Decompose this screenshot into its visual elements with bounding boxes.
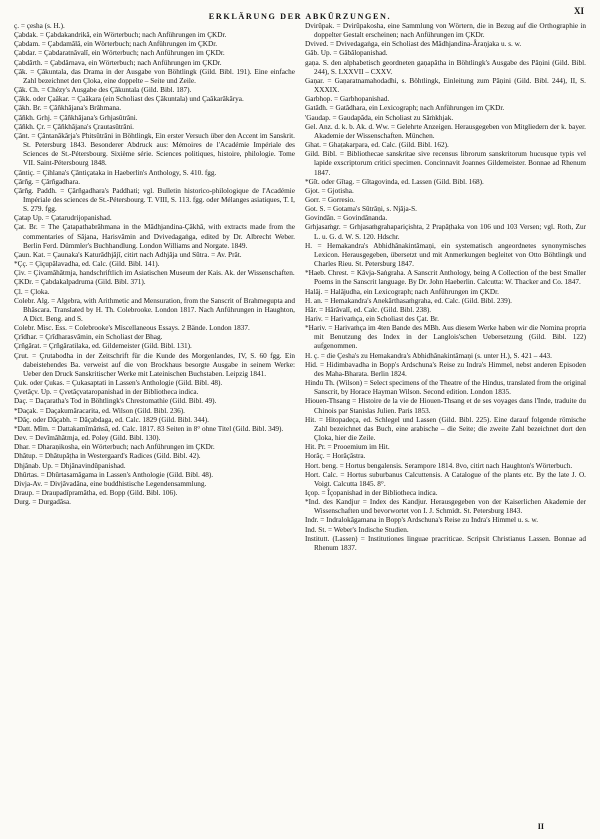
running-title: ERKLÄRUNG DER ABKÜRZUNGEN.: [208, 12, 392, 21]
abbreviation-entry: *Daçak. = Daçakumâracarita, ed. Wilson (Gild. Bibl. 236).: [14, 406, 185, 415]
abbreviation-entry: Gatâdh. = Gatâdhara, ein Lexicograph; nach Anführungen im ÇKDr.: [305, 104, 505, 113]
abbreviation-entry: *Hariv. = Harivaṁça im 4ten Bande des MBh. Aus diesem Werke haben wir die Nomina propria mit Benutzung des Index in der Langlois'schen Uebersetzung (Gild. Bibl. 122) aufgenommen.: [305, 324, 586, 351]
abbreviation-entry: Hort. Calc. = Hortus suburbanus Calcuttensis. A Catalogue of the plants etc. By the late J. O. Voigt. Calcutta 1845. 8°.: [305, 470, 586, 488]
abbreviation-entry: Çrñgârat. = Çrñgâratilaka, ed. Gildemeister (Gild. Bibl. 131).: [14, 342, 192, 351]
abbreviation-entry: Hindu Th. (Wilson) = Select specimens of the Theatre of the Hindus, translated from the original Sanscrit, by Horace Hayman Wilson. Second edition. London 1835.: [305, 379, 586, 397]
abbreviation-entry: Hariv. = Harivaṁça, ein Scholiast des Çat. Br.: [305, 315, 439, 323]
abbreviation-entry: gaṇa. S. den alphabetisch geordneten gaṇapâtha in Böhtlingk's Ausgabe des Pâṇini (Gild. Bibl. 244), S. LXXVII – CXXV.: [305, 58, 586, 76]
abbreviation-entry: Dev. = Devîmâhâtmja, ed. Poley (Gild. Bibl. 130).: [14, 434, 161, 443]
two-column-body: [14, 22, 586, 553]
page-number: XI: [573, 6, 584, 16]
abbreviation-entry: Çâkk. oder Çaâkar. = Çaâkara (ein Scholiast des Çâkuntala) und Çaâkarâkârya.: [14, 95, 244, 104]
abbreviation-entry: *Çç. = Çiçupâlavadha, ed. Calc. (Gild. Bibl. 141).: [14, 260, 160, 269]
abbreviation-entry: Horâç. = Horâçâstra.: [305, 452, 366, 461]
abbreviation-entry: H. ç. = die Çesha's zu Hemakandra's Abhidhânakintâmaṇi (s. unter H.), S. 421 – 443.: [305, 351, 552, 360]
abbreviation-entry: Çabdam. = Çabdamâlâ, ein Wörterbuch; nach Anführungen im ÇKDr.: [14, 40, 218, 49]
abbreviation-entry: Draup. = Draupadîpramâtha, ed. Bopp (Gild. Bibl. 106).: [14, 488, 178, 497]
abbreviation-entry: Garbhop. = Garbhopanishad.: [305, 95, 390, 104]
abbreviation-entry: Çabdak. = Çabdakandrikâ, ein Wörterbuch; nach Anführungen im ÇKDr.: [14, 31, 227, 40]
abbreviation-entry: 'Gaudap. = Gaudapâda, ein Scholiast zu Sâṁkhjak.: [305, 113, 454, 122]
abbreviation-entry: Colebr. Misc. Ess. = Colebrooke's Miscellaneous Essays. 2 Bände. London 1837.: [14, 324, 250, 333]
abbreviation-entry: Dvirûpak. = Dvirûpakosha, eine Sammlung von Wörtern, die in Bezug auf die Orthographie in doppelter Gestalt erscheinen; nach Anführungen im ÇKDr.: [305, 22, 586, 40]
left-column: [14, 22, 295, 553]
abbreviation-entry: Çabdar. = Çabdaratnâvalî, ein Wörterbuch; nach Anführungen im ÇKDr.: [14, 49, 225, 58]
right-column: [305, 22, 586, 553]
abbreviation-entry: Ind. St. = Weber's Indische Studien.: [305, 525, 409, 534]
abbreviation-entry: Çabdârth. = Çabdârnava, ein Wörterbuch; nach Anführungen im ÇKDr.: [14, 58, 222, 67]
abbreviation-entry: Dhjânab. Up. = Dhjânavindûpanishad.: [14, 461, 126, 470]
abbreviation-entry: Çâkh. Br. = Çâñkhâjana's Brâhmana.: [14, 104, 122, 113]
abbreviation-entry: Got. S. = Gotama's Sûtrâṇi, s. Njâja-S.: [305, 205, 417, 214]
abbreviation-entry: Gild. Bibl. = Bibliothecae sanskritae sive recensus librorum sanskritorum hucusque typis vel lapide exscriptorum critici specimen. Concinnavit Joannes Gildemeister. Bonnae ad Rhenum 1847.: [305, 150, 586, 177]
abbreviation-entry: Çat. Br. = The Çatapathabrâhmana in the Mâdhjandina-Çâkhâ, with extracts made from the commentaries of Sâjana, Harisvâmin and Dvivedagaṅga, edited by Dr. Albrecht Weber. Berlin Ferd. Dümmler's Buchhandlung. London Williams and Norgate. 1849.: [14, 223, 295, 250]
page-header: [14, 6, 586, 22]
abbreviation-entry: Dhûrtas. = Dhûrtasamâgama in Lassen's Anthologie (Gild. Bibl. 48).: [14, 470, 214, 479]
abbreviation-entry: Çrîdhar. = Çrîdharasvâmin, ein Scholiast der Bhag.: [14, 333, 163, 342]
abbreviation-entry: Içop. = Îçopanishad in der Bibliotheca indica.: [305, 488, 438, 497]
abbreviation-entry: Govindân. = Govindânanda.: [305, 214, 388, 223]
abbreviation-entry: Çâñkh. Çr. = Çâñkhâjana's Çrautasûtrâni.: [14, 122, 134, 131]
abbreviation-entry: Colebr. Alg. = Algebra, with Arithmetic and Mensuration, from the Sanscrit of Brahmegupta and Bhâscara. Translated by H. Th. Colebrooke. London 1817. Nach Anführungen in Haughton, A Dict. Beng. and S.: [14, 296, 295, 323]
abbreviation-entry: Daç. = Daçaratha's Tod in Böhtlingk's Chrestomathie (Gild. Bibl. 49).: [14, 397, 217, 406]
abbreviation-entry: Gâb. Up. = Gâbâlopanishad.: [305, 49, 388, 58]
abbreviation-entry: H. an. = Hemakandra's Anekârthasaṁgraha, ed. Calc. (Gild. Bibl. 239).: [305, 296, 512, 305]
abbreviation-entry: Grhjasaṁgr. = Grhjasaṁgrahapariçishta, 2 Prapâṭhaka von 106 und 103 Versen; vgl. Roth, Zur L. u. G. d. W. S. 120. Hdschr.: [305, 223, 586, 241]
abbreviation-entry: Indr. = Indralokâgamana in Bopp's Ardschuna's Reise zu Indra's Himmel u. s. w.: [305, 516, 539, 525]
abbreviation-entry: Gel. Anz. d. k. b. Ak. d. Ww. = Gelehrte Anzeigen. Herausgegeben von Mitgliedern der k. bayer. Akademie der Wissenschaften. München.: [305, 122, 586, 140]
abbreviation-entry: Çaun. Kat. = Çaunaka's Katurâdhjâjî, citirt nach Adhjâja und Sûtra. = Av. Prât.: [14, 250, 242, 259]
abbreviation-entry: Dhâtup. = Dhâtupâṭha in Westergaard's Radices (Gild. Bibl. 42).: [14, 452, 201, 461]
signature-mark: II: [537, 822, 544, 831]
abbreviation-entry: Çiv. = Çivamâhâtmja, handschriftlich im Asiatischen Museum der Kais. Ak. der Wissenschaften.: [14, 269, 295, 278]
abbreviation-entry: Ghat. = Ghaṭakarpara, ed. Calc. (Gild. Bibl. 162).: [305, 141, 449, 150]
abbreviation-entry: Çântiç. = Çihlana's Çântiçataka in Haeberlin's Anthology, S. 410. fgg.: [14, 168, 217, 177]
abbreviation-entry: Durg. = Durgadâsa.: [14, 498, 71, 507]
abbreviation-entry: ÇKDr. = Çabdakalpadruma (Gild. Bibl. 371).: [14, 278, 146, 287]
abbreviation-entry: Çârñg. = Çârñgadhara.: [14, 177, 81, 186]
abbreviation-entry: Gaṇar. = Gaṇaratnamahodadhi, s. Böhtlingk, Einleitung zum Pâṇini (Gild. Bibl. 244), II, S. XXXIX.: [305, 76, 586, 95]
abbreviation-entry: Çuk. oder Çukas. = Çukasaptati in Lassen's Anthologie (Gild. Bibl. 48).: [14, 379, 223, 388]
abbreviation-entry: Hort. beng. = Hortus bengalensis. Serampore 1814. 8vo, citirt nach Haughton's Wörterbuch.: [305, 461, 573, 470]
abbreviation-entry: H. = Hemakandra's Abhidhânakintâmaṇi, ein systematisch angeordnetes synonymisches Lexicon. Herausgegeben, übersetzt und mit Anmerkungen begleitet von Otto Böhtlingk und Charles Rieu. St. Petersburg 1847.: [305, 241, 586, 269]
abbreviation-entry: Hiouen-Thsang = Histoire de la vie de Hiouen-Thsang et de ses voyages dans l'Inde, traduite du Chinois par Stanislas Julien. Paris 1853.: [305, 397, 586, 415]
abbreviation-entry: Divja-Av. = Divjâvadâna, eine buddhistische Legendensammlung.: [14, 479, 207, 488]
abbreviation-entry: *Datt. Mîm. = Dattakamîmâṁsâ, ed. Calc. 1817. 83 Seiten in 8° ohne Titel (Gild. Bibl. 349).: [14, 424, 284, 433]
abbreviation-entry: Hâr. = Hârâvalî, ed. Calc. (Gild. Bibl. 238).: [305, 305, 432, 314]
abbreviation-entry: Hit. = Hitopadeça, ed. Schlegel und Lassen (Gild. Bibl. 225). Eine darauf folgende römische Zahl bezeichnet das Buch, eine arabische – die Seite; die zweite Zahl bezeichnet dort den Çloka, hier die Zeile.: [305, 415, 586, 443]
abbreviation-entry: Institutt. (Lassen) = Institutiones linguae pracriticae. Scripsit Christianus Lassen. Bonnae ad Rhenum 1837.: [305, 534, 586, 552]
abbreviation-entry: Çânt. = Çântanâkârja's Phitsûtrâni in Böhtlingk, Ein erster Versuch über den Accent im Sanskrit. St. Petersburg 1843. Besonderer Abdruck aus: Mémoires de l'Académie Impériale des Sciences de St.-Pétersbourg. Sixième série. Sciences politiques, histoire, philologie. Tome VII. Saint-Pétersbourg 1848.: [14, 131, 295, 168]
abbreviation-entry: Çâñkh. Grhj. = Çâñkhâjana's Grhjasûtrâni.: [14, 113, 138, 122]
abbreviation-entry: *Haeb. Chrest. = Kâvja-Saṅgraha. A Sanscrit Anthology, being A Collection of the best Smaller Poems in the Sanscrit language. By Dr. John Haeberlin. Calcutta: W. Thacker and Co. 1847.: [305, 269, 586, 287]
abbreviation-entry: Gjot. = Gjotisha.: [305, 186, 354, 195]
abbreviation-entry: Dhar. = Dharaṇikosha, ein Wörterbuch; nach Anführungen im ÇKDr.: [14, 443, 215, 452]
abbreviation-entry: Hid. = Hidimbavadha in Bopp's Ardschuna's Reise zu Indra's Himmel, nebst anderen Episoden des Maha-Bharata. Berlin 1824.: [305, 360, 586, 378]
abbreviation-entry: *Ind. des Kandjur = Index des Kandjur. Herausgegeben von der Kaiserlichen Akademie der Wissenschaften und bevorwortet von I. J. Schmidt. St. Petersburg 1843.: [305, 498, 586, 516]
abbreviation-entry: Çâk. = Çâkuntala, das Drama in der Ausgabe von Böhtlingk (Gild. Bibl. 191). Eine einfache Zahl bezeichnet den Çloka, eine doppelte – Seite und Zeile.: [14, 67, 295, 85]
abbreviation-entry: ç. = çesha (s. H.).: [14, 22, 65, 30]
abbreviation-entry: *Gît. oder Gîtag. = Gîtagovinda, ed. Lassen (Gild. Bibl. 168).: [305, 177, 484, 186]
abbreviation-entry: Hit. Pr. = Prooemium im Hit.: [305, 443, 390, 452]
abbreviation-entry: Halâj. = Halâjudha, ein Lexicograph; nach Anführungen im ÇKDr.: [305, 287, 499, 296]
abbreviation-entry: Çl. = Çloka.: [14, 287, 50, 296]
abbreviation-entry: Çatap Up. = Çatarudrijopanishad.: [14, 214, 112, 223]
abbreviation-entry: *Dâç. oder Dâçabh. = Dâçabdaga, ed. Calc. 1829 (Gild. Bibl. 344).: [14, 415, 209, 424]
abbreviation-entry: Çrut. = Çrutabodha in der Zeitschrift für die Kunde des Morgenlandes, IV, S. 60 fgg. Ein dabeistehendes Ba. verweist auf die von Brockhaus besorgte Ausgabe in seinem Werke: Ueber den Druck Sanskritischer Werke mit Lateinischen Buchstaben. Leipzig 1841.: [14, 351, 295, 378]
abbreviation-entry: Çvetâçv. Up. = Çvetâçvataropanishad in der Bibliotheca indica.: [14, 388, 199, 397]
abbreviation-entry: Dvived. = Dvivedagaṅga, ein Scholiast des Mâdhjandina-Âraṇjaka u. s. w.: [305, 40, 522, 49]
abbreviation-entry: Gorr. = Gorresio.: [305, 195, 355, 204]
abbreviation-entry: Çârñg. Paddh. = Çârñgadhara's Paddhati; vgl. Bulletin historico-philologique de l'Académie Impériale des sciences de St.-Pétersbourg. T. VIII, S. 113. fgg. oder Mélanges asiatiques, T. I, S. 279. fgg.: [14, 186, 295, 214]
abbreviation-entry: Çâk. Ch. = Chézy's Ausgabe des Çâkuntala (Gild. Bibl. 187).: [14, 86, 192, 95]
